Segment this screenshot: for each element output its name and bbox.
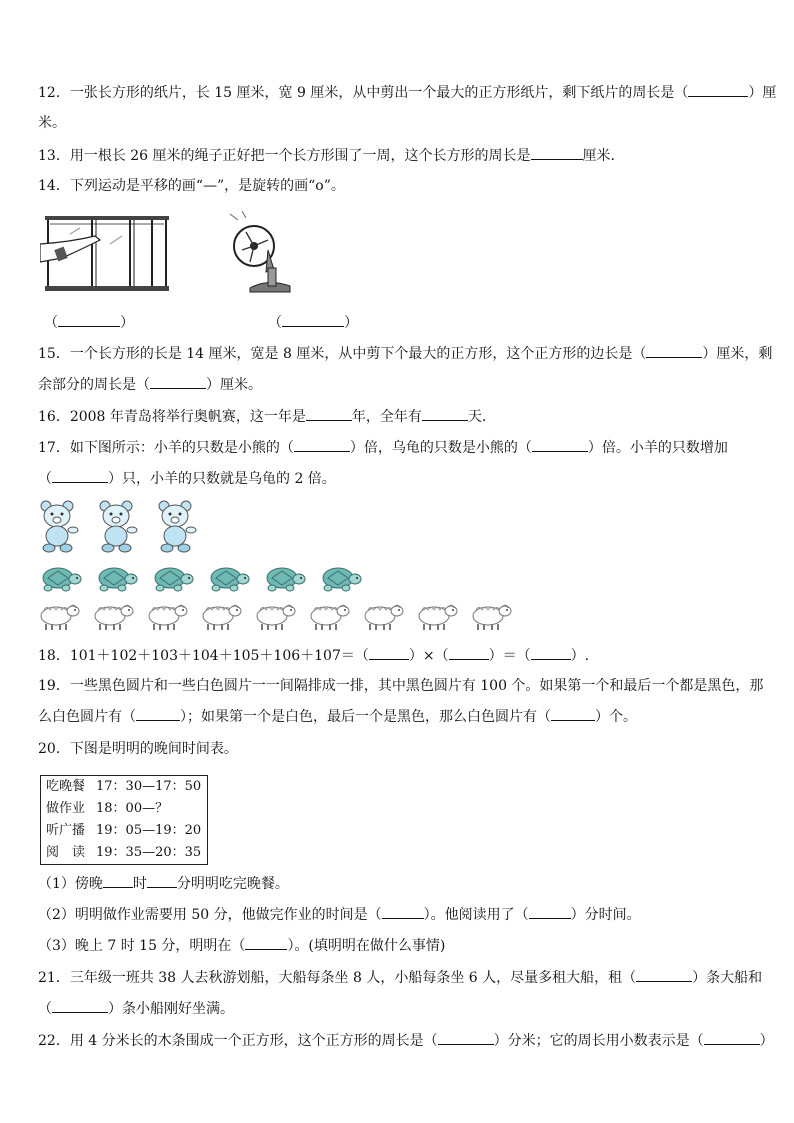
q22-blank1[interactable] [438,1031,494,1045]
turtle-icon [155,568,193,591]
q21-blank2[interactable] [52,999,108,1013]
q18-blank2[interactable] [449,646,489,660]
q15-blank1[interactable] [646,344,702,358]
animals-figure [36,496,526,636]
table-row: 听广播 19：05—19：20 [46,823,202,838]
table-row: 做作业 18：00—？ [46,801,169,816]
q13: 13．用一根长 26 厘米的绳子正好把一个长方形围了一周，这个长方形的周长是 厘米． [38,148,625,164]
q20-part3: （3）晚上 7 时 15 分，明明在（ ）。(填明明在做什么事情) [38,938,446,954]
turtle-icon [267,568,305,591]
q12-line1: 12．一张长方形的纸片，长 15 厘米，宽 9 厘米，从中剪出一个最大的正方形纸片，剩下纸片的周长是（ ）厘 [38,85,777,101]
rotating-fan-image [228,210,298,298]
bear-icon [159,501,196,552]
turtle-icon [211,568,249,591]
q14-answers2: （ ） [268,315,358,331]
q12-line2: 米。 [38,115,66,131]
bear-icon [100,501,137,552]
q20-part2: （2）明明做作业需要用 50 分，他做完作业的时间是（ ）。他阅读用了（ ）分时间。 [38,907,641,923]
q22: 22．用 4 分米长的木条围成一个正方形，这个正方形的周长是（ ）分米；它的周长用小数表示是（ ） [38,1033,774,1049]
q20-blank5[interactable] [245,936,287,950]
q17-blank2[interactable] [532,438,588,452]
sheep-icon [149,605,187,630]
sheep-icon [311,605,349,630]
q21-blank1[interactable] [636,968,692,982]
timetable [40,775,208,865]
q15-line2: 余部分的周长是（ ）厘米。 [38,377,262,393]
sheep-icon [473,605,511,630]
q20-part1: （1）傍晚 时 分明明吃完晚餐。 [38,876,289,892]
q17-blank1[interactable] [294,438,350,452]
q21-line2: （ ）条小船刚好坐满。 [38,1001,234,1017]
q16: 16．2008 年青岛将举行奥帆赛，这一年是 年，全年有 天． [38,409,496,425]
sheep-icon [257,605,295,630]
q19-blank2[interactable] [551,707,595,721]
q20-blank4[interactable] [529,905,571,919]
table-row: 阅 读 19：35—20：35 [46,845,202,860]
q20-blank1[interactable] [103,874,133,888]
q14-blank1[interactable] [58,313,120,327]
q14-answers: （ ） [44,315,134,331]
q14-blank2[interactable] [282,313,344,327]
q17-line2: （ ）只，小羊的只数就是乌龟的 2 倍。 [38,471,336,487]
q20-blank2[interactable] [147,874,177,888]
q21-line1: 21．三年级一班共 38 人去秋游划船，大船每条坐 8 人，小船每条坐 6 人，尽量多租大船，租（ ）条大船和 [38,970,763,986]
q15-blank2[interactable] [150,375,206,389]
q17-blank3[interactable] [52,469,108,483]
turtle-icon [323,568,361,591]
sliding-window-image [40,214,170,294]
sheep-icon [95,605,133,630]
q20-title: 20．下图是明明的晚间时间表。 [38,741,238,757]
q16-blank1[interactable] [306,407,352,421]
turtle-icon [43,568,81,591]
q22-blank2[interactable] [704,1031,760,1045]
q19-line1: 19．一些黑色圆片和一些白色圆片一一间隔排成一排，其中黑色圆片有 100 个。如果第一个和最后一个都是黑色，那 [38,678,764,694]
q18-blank1[interactable] [369,646,409,660]
q17-line1: 17．如下图所示：小羊的只数是小熊的（ ）倍，乌龟的只数是小熊的（ ）倍。小羊的只数增加 [38,440,728,456]
q19-line2: 么白色圆片有（ ）；如果第一个是白色，最后一个是黑色，那么白色圆片有（ ）个。 [38,709,637,725]
q18-blank3[interactable] [531,646,571,660]
bear-icon [41,501,78,552]
sheep-icon [365,605,403,630]
q13-blank[interactable] [531,146,583,160]
turtle-icon [99,568,137,591]
sheep-icon [419,605,457,630]
table-row: 吃晚餐 17：30—17：50 [46,779,202,794]
sheep-icon [41,605,79,630]
q20-blank3[interactable] [382,905,424,919]
q18: 18．101＋102＋103＋104＋105＋106＋107＝（ ）×（ ）＝（ ）. [38,648,590,664]
q19-blank1[interactable] [136,707,180,721]
sheep-icon [203,605,241,630]
q14: 14．下列运动是平移的画“—”，是旋转的画“o”。 [38,178,345,194]
q12-blank[interactable] [688,83,748,97]
q16-blank2[interactable] [422,407,468,421]
q15-line1: 15．一个长方形的长是 14 厘米，宽是 8 厘米，从中剪下个最大的正方形，这个正方形的边长是（ ）厘米，剩 [38,346,773,362]
